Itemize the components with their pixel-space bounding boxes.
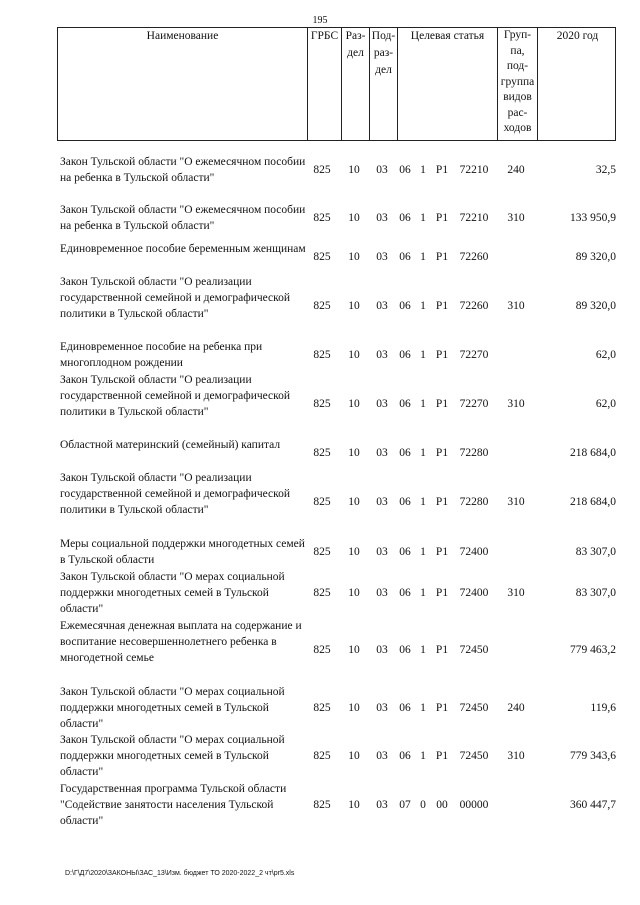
cell-cs1: 06 xyxy=(399,702,411,714)
page-number: 195 xyxy=(312,15,328,26)
cell-grbs: 825 xyxy=(313,447,331,459)
cell-cs1: 06 xyxy=(399,750,411,762)
row-name: Меры социальной поддержки многодетных семей в Тульской области xyxy=(60,538,305,566)
cell-pr: 03 xyxy=(376,644,388,656)
cell-cs2: 1 xyxy=(420,546,426,558)
cell-cs1: 06 xyxy=(399,251,411,263)
cell-grbs: 825 xyxy=(313,212,331,224)
cell-grbs: 825 xyxy=(313,300,331,312)
cell-cs4: 72450 xyxy=(459,702,489,714)
cell-cs4: 72210 xyxy=(459,212,489,224)
cell-cs1: 06 xyxy=(399,447,411,459)
cell-pr: 03 xyxy=(376,349,388,361)
footer-path: D:\Г\Д7\2020\ЗАКОНЫ\ЗАС_13\Изм. бюджет ТО 2020-2022_2 чт\pr5.xls xyxy=(65,870,295,877)
cell-pr: 03 xyxy=(376,496,388,508)
cell-cs3: P1 xyxy=(435,164,449,176)
cell-cs2: 1 xyxy=(420,702,426,714)
cell-vr: 310 xyxy=(507,300,525,312)
cell-pr: 03 xyxy=(376,799,388,811)
cell-cs3: P1 xyxy=(435,546,449,558)
cell-cs3: P1 xyxy=(435,349,449,361)
cell-cs3: P1 xyxy=(435,251,449,263)
header-year: 2020 год xyxy=(537,28,617,140)
cell-cs1: 06 xyxy=(399,644,411,656)
cell-vr: 240 xyxy=(507,164,525,176)
header-razdel: Раз- дел xyxy=(341,28,369,140)
cell-cs3: P1 xyxy=(435,300,449,312)
row-name: Закон Тульской области "О реализации государственной семейной и демографической политики в Тульской области" xyxy=(60,276,291,320)
cell-amount: 62,0 xyxy=(595,349,616,361)
cell-cs4: 72280 xyxy=(459,447,489,459)
row-name: Закон Тульской области "О ежемесячном пособии на ребенка в Тульской области" xyxy=(60,156,306,184)
cell-rz: 10 xyxy=(348,546,360,558)
cell-cs1: 06 xyxy=(399,300,411,312)
row-name: Закон Тульской области "О мерах социальной поддержки многодетных семей в Тульской области" xyxy=(60,734,285,778)
cell-cs2: 1 xyxy=(420,587,426,599)
cell-rz: 10 xyxy=(348,300,360,312)
cell-cs2: 1 xyxy=(420,300,426,312)
cell-vr: 310 xyxy=(507,398,525,410)
cell-grbs: 825 xyxy=(313,702,331,714)
header-podrazdel: Под- раз- дел xyxy=(369,28,397,140)
cell-cs3: 00 xyxy=(436,799,448,811)
cell-amount: 360 447,7 xyxy=(570,799,616,811)
cell-pr: 03 xyxy=(376,750,388,762)
cell-rz: 10 xyxy=(348,349,360,361)
cell-grbs: 825 xyxy=(313,251,331,263)
cell-cs1: 06 xyxy=(399,212,411,224)
row-name: Государственная программа Тульской области "Содействие занятости населения Тульской области" xyxy=(60,783,287,827)
row-name: Закон Тульской области "О мерах социальной поддержки многодетных семей в Тульской области" xyxy=(60,686,285,730)
cell-vr: 310 xyxy=(507,496,525,508)
cell-cs2: 1 xyxy=(420,398,426,410)
cell-cs4: 72280 xyxy=(459,496,489,508)
cell-cs4: 72400 xyxy=(459,587,489,599)
cell-cs3: P1 xyxy=(435,496,449,508)
cell-amount: 133 950,9 xyxy=(570,212,616,224)
cell-cs4: 72210 xyxy=(459,164,489,176)
cell-rz: 10 xyxy=(348,702,360,714)
header-celevaya: Целевая статья xyxy=(397,28,497,140)
cell-cs3: P1 xyxy=(435,644,449,656)
cell-cs4: 72450 xyxy=(459,750,489,762)
row-name: Закон Тульской области "О ежемесячном пособии на ребенка в Тульской области" xyxy=(60,204,306,232)
row-name: Областной материнский (семейный) капитал xyxy=(60,439,281,451)
cell-cs1: 06 xyxy=(399,546,411,558)
cell-cs2: 1 xyxy=(420,164,426,176)
cell-cs2: 1 xyxy=(420,496,426,508)
cell-amount: 218 684,0 xyxy=(570,447,616,459)
cell-vr: 310 xyxy=(507,212,525,224)
cell-cs2: 1 xyxy=(420,212,426,224)
cell-grbs: 825 xyxy=(313,750,331,762)
table-header xyxy=(57,27,616,141)
cell-rz: 10 xyxy=(348,496,360,508)
cell-grbs: 825 xyxy=(313,398,331,410)
cell-cs3: P1 xyxy=(435,398,449,410)
header-name: Наименование xyxy=(146,30,219,42)
cell-cs4: 72450 xyxy=(459,644,489,656)
row-name: Единовременное пособие беременным женщинам xyxy=(60,243,306,255)
cell-amount: 32,5 xyxy=(595,164,616,176)
cell-amount: 779 463,2 xyxy=(570,644,616,656)
cell-cs2: 1 xyxy=(420,644,426,656)
cell-grbs: 825 xyxy=(313,644,331,656)
cell-rz: 10 xyxy=(348,212,360,224)
cell-pr: 03 xyxy=(376,587,388,599)
cell-cs2: 1 xyxy=(420,251,426,263)
cell-grbs: 825 xyxy=(313,496,331,508)
cell-pr: 03 xyxy=(376,546,388,558)
cell-cs1: 06 xyxy=(399,349,411,361)
cell-cs3: P1 xyxy=(435,702,449,714)
cell-amount: 62,0 xyxy=(595,398,616,410)
cell-cs4: 72270 xyxy=(459,398,489,410)
cell-pr: 03 xyxy=(376,212,388,224)
cell-amount: 779 343,6 xyxy=(570,750,616,762)
cell-pr: 03 xyxy=(376,398,388,410)
cell-cs2: 1 xyxy=(420,447,426,459)
cell-cs4: 72260 xyxy=(459,300,489,312)
cell-amount: 218 684,0 xyxy=(570,496,616,508)
cell-amount: 83 307,0 xyxy=(575,587,616,599)
cell-grbs: 825 xyxy=(313,587,331,599)
cell-cs3: P1 xyxy=(435,212,449,224)
cell-rz: 10 xyxy=(348,644,360,656)
cell-cs2: 1 xyxy=(420,349,426,361)
cell-pr: 03 xyxy=(376,702,388,714)
row-name: Закон Тульской области "О мерах социальной поддержки многодетных семей в Тульской области" xyxy=(60,571,285,615)
cell-cs1: 06 xyxy=(399,398,411,410)
row-name: Закон Тульской области "О реализации государственной семейной и демографической политики в Тульской области" xyxy=(60,374,291,418)
cell-cs1: 06 xyxy=(399,496,411,508)
cell-rz: 10 xyxy=(348,398,360,410)
cell-grbs: 825 xyxy=(313,546,331,558)
cell-vr: 310 xyxy=(507,750,525,762)
cell-rz: 10 xyxy=(348,164,360,176)
cell-grbs: 825 xyxy=(313,349,331,361)
header-grbs: ГРБС xyxy=(307,28,341,140)
cell-pr: 03 xyxy=(376,447,388,459)
cell-cs1: 06 xyxy=(399,587,411,599)
cell-rz: 10 xyxy=(348,750,360,762)
cell-cs4: 72270 xyxy=(459,349,489,361)
cell-rz: 10 xyxy=(348,587,360,599)
cell-rz: 10 xyxy=(348,799,360,811)
cell-pr: 03 xyxy=(376,300,388,312)
cell-cs4: 72260 xyxy=(459,251,489,263)
cell-pr: 03 xyxy=(376,164,388,176)
cell-vr: 310 xyxy=(507,587,525,599)
cell-grbs: 825 xyxy=(313,164,331,176)
cell-pr: 03 xyxy=(376,251,388,263)
cell-cs4: 00000 xyxy=(459,799,489,811)
cell-cs3: P1 xyxy=(435,750,449,762)
cell-cs2: 0 xyxy=(420,799,426,811)
row-name: Ежемесячная денежная выплата на содержание и воспитание несовершеннолетнего ребенка в многодетной семье xyxy=(60,620,302,664)
cell-cs3: P1 xyxy=(435,447,449,459)
row-name: Закон Тульской области "О реализации государственной семейной и демографической политики в Тульской области" xyxy=(60,472,291,516)
cell-amount: 89 320,0 xyxy=(575,300,616,312)
cell-vr: 240 xyxy=(507,702,525,714)
cell-rz: 10 xyxy=(348,447,360,459)
cell-rz: 10 xyxy=(348,251,360,263)
cell-cs4: 72400 xyxy=(459,546,489,558)
cell-amount: 83 307,0 xyxy=(575,546,616,558)
cell-amount: 119,6 xyxy=(590,702,616,714)
cell-cs2: 1 xyxy=(420,750,426,762)
cell-amount: 89 320,0 xyxy=(575,251,616,263)
row-name: Единовременное пособие на ребенка при многоплодном рождении xyxy=(60,341,263,369)
cell-grbs: 825 xyxy=(313,799,331,811)
header-gruppa: Груп- па, под- группа видов рас- ходов xyxy=(497,28,537,140)
cell-cs1: 06 xyxy=(399,164,411,176)
cell-cs1: 07 xyxy=(399,799,411,811)
cell-cs3: P1 xyxy=(435,587,449,599)
